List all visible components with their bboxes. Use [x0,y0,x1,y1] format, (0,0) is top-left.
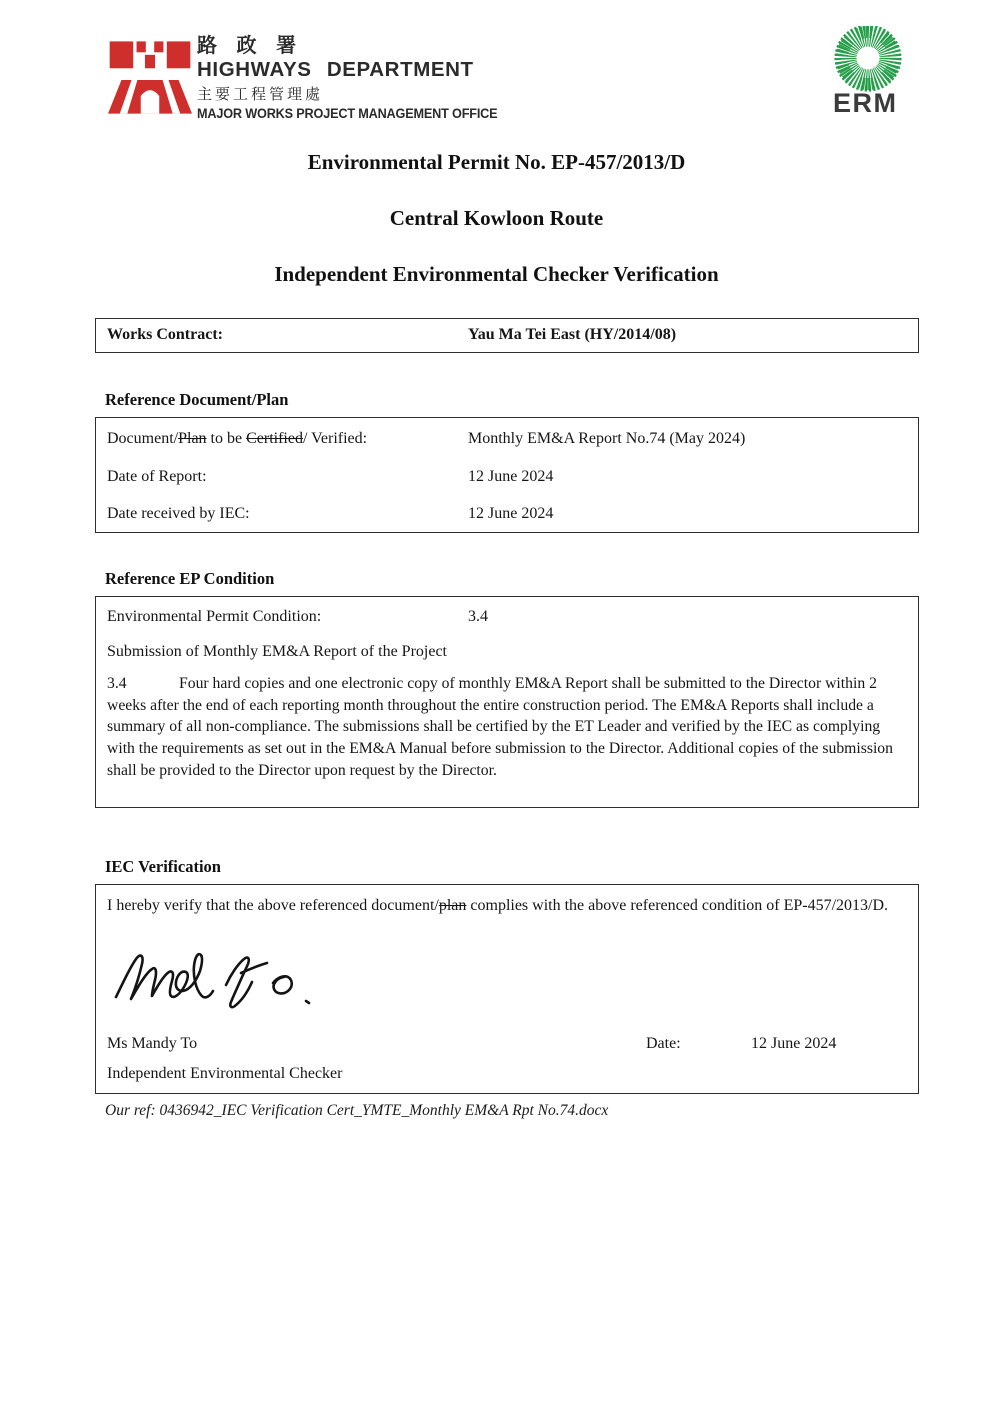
reference-document-box [95,417,919,533]
iec-statement: I hereby verify that the above referenced document/plan complies with the above referenced condition of EP-457/2013/D. [107,897,889,914]
hd-chinese-office: 主要工程管理處 [197,85,324,103]
works-contract-box [95,318,919,353]
works-contract-value: Yau Ma Tei East (HY/2014/08) [468,326,677,343]
ep-clause-text: Four hard copies and one electronic copy of monthly EM&A Report shall be submitted to the Director within 2 weeks after the end of each reporting month throughout the entire construction period. The EM&A Reports shall include a summary of all non-compliance. The submissions shall be certified by the ET Leader and verified by the IEC as complying with the requirements as set out in the EM&A Manual before submission to the Director. Additional copies of the submission shall be provided to the Director upon request by the Director. [107,675,893,779]
ep-clause-number: 3.4 [107,675,127,692]
erm-starburst-icon [834,26,902,97]
date-of-report-value: 12 June 2024 [468,468,554,485]
iec-verification-heading: IEC Verification [105,857,221,876]
reference-ep-heading: Reference EP Condition [105,569,275,588]
signer-title: Independent Environmental Checker [107,1065,343,1082]
erm-wordmark: ERM [833,88,898,118]
ep-subtitle: Submission of Monthly EM&A Report of the Project [107,643,447,660]
date-received-value: 12 June 2024 [468,505,554,522]
page-title-permit-no: Environmental Permit No. EP-457/2013/D [307,150,686,174]
page-title-project: Central Kowloon Route [389,206,604,230]
hd-chinese-name: 路 政 署 [197,35,304,57]
page-title-verification: Independent Environmental Checker Verification [274,262,719,286]
works-contract-label: Works Contract: [107,326,223,343]
date-label: Date: [646,1035,681,1052]
iec-verification-box [95,884,919,1094]
hd-english-name: HIGHWAYS DEPARTMENT [197,58,474,81]
highways-department-logo-icon [108,33,192,122]
document-to-be-verified-value: Monthly EM&A Report No.74 (May 2024) [468,430,746,447]
date-received-label: Date received by IEC: [107,505,250,522]
hd-english-office: MAJOR WORKS PROJECT MANAGEMENT OFFICE [197,105,498,121]
reference-document-heading: Reference Document/Plan [105,390,289,409]
strikethrough-plan: Plan [178,430,207,447]
document-to-be-verified-label: Document/Plan to be Certified/ Verified: [107,430,368,447]
signature-handwriting [110,943,340,1020]
strikethrough-certified: Certified [246,430,303,447]
strikethrough-plan-lower: plan [438,897,467,914]
reference-ep-box [95,596,919,808]
date-of-report-label: Date of Report: [107,468,207,485]
highways-department-wordmark [197,36,517,120]
ep-condition-label: Environmental Permit Condition: [107,608,322,625]
ep-clause-paragraph [107,673,907,782]
signer-name: Ms Mandy To [107,1035,198,1052]
ep-condition-value: 3.4 [468,608,488,625]
date-value: 12 June 2024 [751,1035,837,1052]
our-ref-line: Our ref: 0436942_IEC Verification Cert_YMTE_Monthly EM&A Rpt No.74.docx [105,1102,609,1119]
